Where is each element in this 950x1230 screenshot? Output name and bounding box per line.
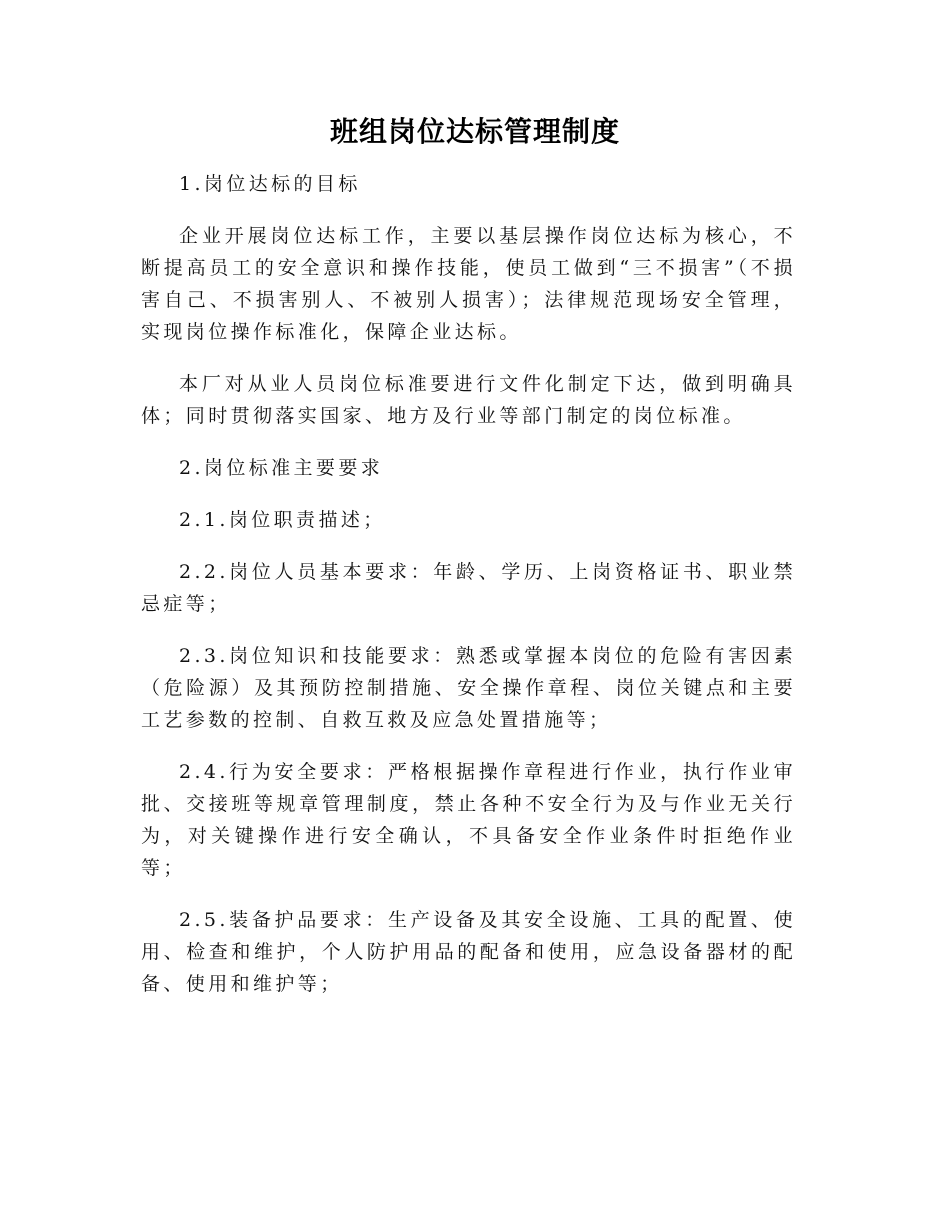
document-body bbox=[141, 168, 796, 1020]
item-2-5: 2.5.装备护品要求：生产设备及其安全设施、工具的配置、使用、检查和维护，个人防护用品的配备和使用，应急设备器材的配备、使用和维护等； bbox=[141, 909, 796, 995]
item-2-1: 2.1.岗位职责描述； bbox=[179, 509, 386, 531]
paragraph-factory-standards: 本厂对从业人员岗位标准要进行文件化制定下达，做到明确具体；同时贯彻落实国家、地方及行业等部门制定的岗位标准。 bbox=[141, 373, 796, 427]
item-2-2: 2.2.岗位人员基本要求：年龄、学历、上岗资格证书、职业禁忌症等； bbox=[141, 561, 796, 615]
document-title: 班组岗位达标管理制度 bbox=[329, 115, 620, 148]
paragraph-goal-description: 企业开展岗位达标工作，主要以基层操作岗位达标为核心，不断提高员工的安全意识和操作技能，使员工做到“三不损害”（不损害自己、不损害别人、不被别人损害）；法律规范现场安全管理，实现岗位操作标准化，保障企业达标。 bbox=[141, 225, 796, 343]
section-heading-2: 2.岗位标准主要要求 bbox=[179, 457, 384, 479]
item-2-3: 2.3.岗位知识和技能要求：熟悉或掌握本岗位的危险有害因素（危险源）及其预防控制措施、安全操作章程、岗位关键点和主要工艺参数的控制、自救互救及应急处置措施等； bbox=[141, 645, 796, 731]
item-2-4: 2.4.行为安全要求：严格根据操作章程进行作业，执行作业审批、交接班等规章管理制度，禁止各种不安全行为及与作业无关行为，对关键操作进行安全确认，不具备安全作业条件时拒绝作业等； bbox=[141, 761, 796, 879]
section-heading-1: 1.岗位达标的目标 bbox=[179, 173, 361, 195]
